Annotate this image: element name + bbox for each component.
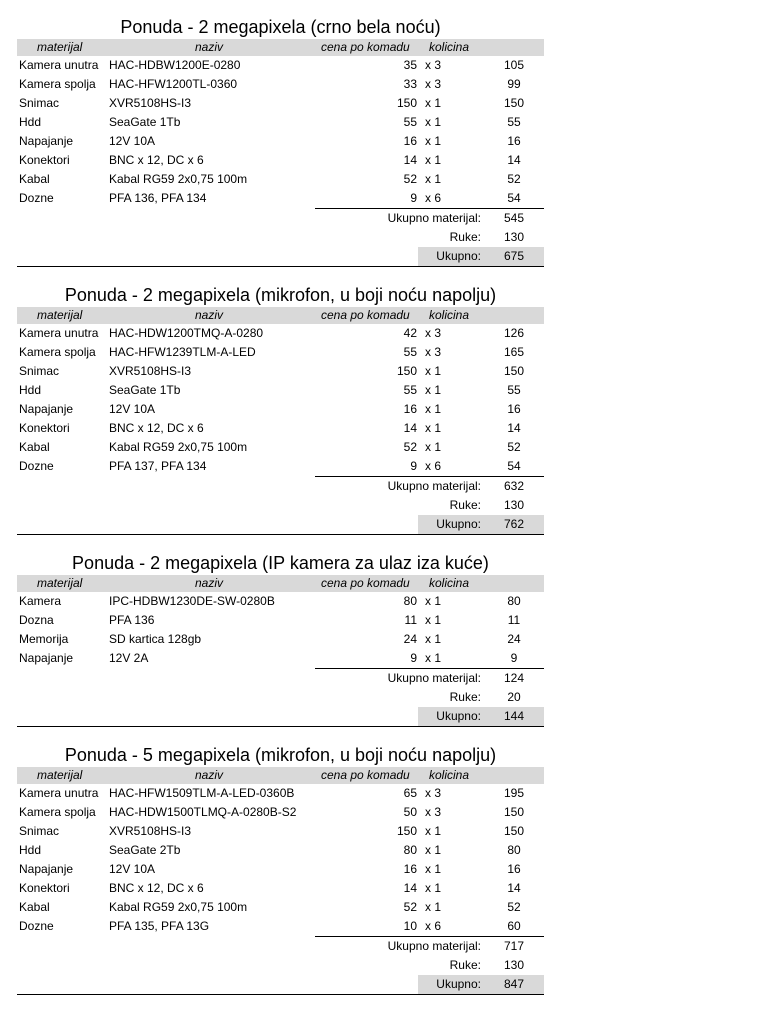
cell-kolicina: x 1 <box>425 843 442 857</box>
subtotal-material-label: Ukupno materijal: <box>387 939 481 953</box>
table-row <box>17 113 544 132</box>
cell-naziv: SD kartica 128gb <box>109 632 202 646</box>
cell-cena: 150 <box>396 96 417 110</box>
cell-ukupno: 150 <box>503 364 525 378</box>
cell-cena: 55 <box>403 345 417 359</box>
cell-cena: 16 <box>403 402 417 416</box>
table-row <box>17 649 544 668</box>
labor-cost-row <box>17 228 544 247</box>
cell-cena: 24 <box>403 632 417 646</box>
cell-materijal: Snimac <box>19 364 60 378</box>
cell-kolicina: x 1 <box>425 824 442 838</box>
table-row <box>17 611 544 630</box>
cell-cena: 33 <box>403 77 417 91</box>
cell-cena: 14 <box>403 881 417 895</box>
cell-materijal: Kabal <box>19 440 50 454</box>
cell-ukupno: 165 <box>503 345 525 359</box>
cell-naziv: HAC-HDW1500TLMQ-A-0280B-S2 <box>109 805 297 819</box>
cell-kolicina: x 3 <box>425 805 442 819</box>
table-row <box>17 841 544 860</box>
subtotal-material-row <box>17 937 544 956</box>
cell-ukupno: 126 <box>503 326 525 340</box>
cell-naziv: 12V 10A <box>109 402 156 416</box>
cell-naziv: PFA 135, PFA 13G <box>109 919 210 933</box>
cell-materijal: Hdd <box>19 383 42 397</box>
cell-ukupno: 16 <box>507 134 521 148</box>
cell-ukupno: 24 <box>507 632 521 646</box>
cell-naziv: PFA 137, PFA 134 <box>109 459 207 473</box>
subtotal-material-row <box>17 209 544 228</box>
cell-kolicina: x 1 <box>425 862 442 876</box>
labor-cost-row <box>17 956 544 975</box>
cell-ukupno: 99 <box>507 77 521 91</box>
header-kolicina: kolicina <box>429 40 470 54</box>
cell-materijal: Konektori <box>19 153 70 167</box>
cell-kolicina: x 1 <box>425 96 442 110</box>
cell-ukupno: 54 <box>507 459 521 473</box>
table-row <box>17 879 544 898</box>
grand-total-label: Ukupno: <box>436 249 481 263</box>
table-row <box>17 822 544 841</box>
table-row <box>17 381 544 400</box>
cell-materijal: Kabal <box>19 172 50 186</box>
cell-cena: 52 <box>403 172 417 186</box>
cell-naziv: XVR5108HS-I3 <box>109 364 192 378</box>
labor-cost-row <box>17 496 544 515</box>
cell-ukupno: 150 <box>503 96 525 110</box>
cell-kolicina: x 6 <box>425 459 442 473</box>
cell-materijal: Snimac <box>19 96 60 110</box>
subtotal-material-label: Ukupno materijal: <box>387 479 481 493</box>
cell-cena: 14 <box>403 153 417 167</box>
cell-cena: 16 <box>403 134 417 148</box>
table-row <box>17 803 544 822</box>
cell-cena: 14 <box>403 421 417 435</box>
cell-cena: 80 <box>403 594 417 608</box>
cell-materijal: Konektori <box>19 421 70 435</box>
cell-ukupno: 52 <box>507 440 521 454</box>
cell-naziv: HAC-HDBW1200E-0280 <box>109 58 241 72</box>
cell-naziv: 12V 10A <box>109 134 156 148</box>
cell-ukupno: 60 <box>507 919 521 933</box>
grand-total-row <box>17 975 544 994</box>
cell-materijal: Dozna <box>19 613 54 627</box>
header-naziv: naziv <box>195 308 224 322</box>
cell-ukupno: 14 <box>507 153 521 167</box>
grand-total-value: 762 <box>503 517 525 531</box>
cell-naziv: Kabal RG59 2x0,75 100m <box>109 900 248 914</box>
header-cena: cena po komadu <box>321 768 410 782</box>
section-divider <box>17 534 544 535</box>
grand-total-label: Ukupno: <box>436 709 481 723</box>
labor-cost-label: Ruke: <box>449 958 481 972</box>
cell-cena: 9 <box>410 651 417 665</box>
cell-materijal: Hdd <box>19 843 42 857</box>
offer-title: Ponuda - 2 megapixela (crno bela noću) <box>120 17 441 37</box>
cell-cena: 52 <box>403 900 417 914</box>
cell-materijal: Dozne <box>19 919 54 933</box>
header-kolicina: kolicina <box>429 308 470 322</box>
cell-kolicina: x 1 <box>425 632 442 646</box>
cell-ukupno: 9 <box>510 651 518 665</box>
table-row <box>17 898 544 917</box>
table-row <box>17 170 544 189</box>
cell-ukupno: 52 <box>507 900 521 914</box>
header-naziv: naziv <box>195 576 224 590</box>
item-rows <box>17 592 544 668</box>
cell-materijal: Kamera spolja <box>19 345 96 359</box>
cell-cena: 65 <box>403 786 417 800</box>
cell-cena: 11 <box>404 613 417 627</box>
header-cena: cena po komadu <box>321 308 410 322</box>
subtotal-material-label: Ukupno materijal: <box>387 211 481 225</box>
grand-total-row <box>17 247 544 266</box>
cell-ukupno: 14 <box>507 881 521 895</box>
grand-total-value: 144 <box>503 709 525 723</box>
cell-naziv: BNC x 12, DC x 6 <box>109 881 204 895</box>
cell-ukupno: 80 <box>507 594 521 608</box>
cell-ukupno: 150 <box>503 824 525 838</box>
cell-cena: 52 <box>403 440 417 454</box>
item-rows <box>17 784 544 936</box>
section-divider <box>17 266 544 267</box>
cell-kolicina: x 1 <box>425 594 442 608</box>
header-materijal: materijal <box>37 308 83 322</box>
table-row <box>17 94 544 113</box>
table-header <box>17 575 544 592</box>
grand-total-value: 675 <box>503 249 525 263</box>
cell-materijal: Kamera spolja <box>19 805 96 819</box>
cell-kolicina: x 1 <box>425 383 442 397</box>
cell-naziv: SeaGate 2Tb <box>109 843 181 857</box>
cell-kolicina: x 3 <box>425 786 442 800</box>
table-row <box>17 132 544 151</box>
cell-naziv: 12V 2A <box>109 651 149 665</box>
table-row <box>17 630 544 649</box>
cell-kolicina: x 1 <box>425 613 442 627</box>
grand-total-value: 847 <box>503 977 525 991</box>
cell-cena: 80 <box>403 843 417 857</box>
grand-total-row <box>17 707 544 726</box>
labor-cost-label: Ruke: <box>449 498 481 512</box>
table-row <box>17 784 544 803</box>
cell-materijal: Napajanje <box>19 862 74 876</box>
table-row <box>17 419 544 438</box>
offer-title: Ponuda - 2 megapixela (IP kamera za ulaz iza kuće) <box>72 553 489 573</box>
cell-kolicina: x 3 <box>425 326 442 340</box>
table-row <box>17 75 544 94</box>
cell-naziv: SeaGate 1Tb <box>109 115 181 129</box>
cell-cena: 55 <box>403 383 417 397</box>
header-materijal: materijal <box>37 768 83 782</box>
cell-kolicina: x 1 <box>425 881 442 895</box>
cell-materijal: Kamera unutra <box>19 786 99 800</box>
cell-ukupno: 55 <box>507 383 521 397</box>
cell-kolicina: x 3 <box>425 77 442 91</box>
subtotal-material-value: 632 <box>503 479 525 493</box>
offer-title: Ponuda - 5 megapixela (mikrofon, u boji noću napolju) <box>64 745 497 765</box>
table-header <box>17 39 544 56</box>
cell-materijal: Kamera unutra <box>19 326 99 340</box>
cell-materijal: Snimac <box>19 824 60 838</box>
subtotal-material-value: 717 <box>503 939 525 953</box>
header-cena: cena po komadu <box>321 576 410 590</box>
cell-naziv: PFA 136, PFA 134 <box>109 191 207 205</box>
cell-kolicina: x 1 <box>425 421 442 435</box>
cell-cena: 9 <box>410 191 417 205</box>
cell-ukupno: 52 <box>507 172 521 186</box>
cell-cena: 55 <box>403 115 417 129</box>
cell-materijal: Memorija <box>19 632 69 646</box>
cell-naziv: HAC-HDW1200TMQ-A-0280 <box>109 326 264 340</box>
cell-naziv: IPC-HDBW1230DE-SW-0280B <box>109 594 275 608</box>
table-header <box>17 307 544 324</box>
offer-title: Ponuda - 2 megapixela (mikrofon, u boji noću napolju) <box>64 285 497 305</box>
item-rows <box>17 324 544 476</box>
cell-materijal: Hdd <box>19 115 42 129</box>
header-materijal: materijal <box>37 576 83 590</box>
labor-cost-value: 130 <box>503 230 525 244</box>
cell-naziv: HAC-HFW1239TLM-A-LED <box>109 345 256 359</box>
header-materijal: materijal <box>37 40 83 54</box>
cell-naziv: SeaGate 1Tb <box>109 383 181 397</box>
cell-kolicina: x 1 <box>425 900 442 914</box>
cell-naziv: Kabal RG59 2x0,75 100m <box>109 172 248 186</box>
cell-ukupno: 14 <box>507 421 521 435</box>
header-cena: cena po komadu <box>321 40 410 54</box>
cell-naziv: 12V 10A <box>109 862 156 876</box>
grand-total-label: Ukupno: <box>436 517 481 531</box>
cell-materijal: Dozne <box>19 191 54 205</box>
cell-kolicina: x 1 <box>425 651 442 665</box>
cell-cena: 16 <box>403 862 417 876</box>
cell-ukupno: 11 <box>507 613 521 627</box>
cell-materijal: Napajanje <box>19 134 74 148</box>
cell-cena: 50 <box>403 805 417 819</box>
table-row <box>17 438 544 457</box>
section-divider <box>17 994 544 995</box>
subtotal-material-row <box>17 669 544 688</box>
header-kolicina: kolicina <box>429 768 470 782</box>
table-row <box>17 400 544 419</box>
cell-naziv: BNC x 12, DC x 6 <box>109 421 204 435</box>
cell-kolicina: x 1 <box>425 172 442 186</box>
cell-materijal: Kabal <box>19 900 50 914</box>
subtotal-material-label: Ukupno materijal: <box>387 671 481 685</box>
cell-ukupno: 54 <box>507 191 521 205</box>
cell-cena: 9 <box>410 459 417 473</box>
cell-kolicina: x 1 <box>425 153 442 167</box>
labor-cost-value: 130 <box>503 498 525 512</box>
cell-kolicina: x 1 <box>425 402 442 416</box>
table-row <box>17 860 544 879</box>
table-row <box>17 151 544 170</box>
cell-naziv: HAC-HFW1200TL-0360 <box>109 77 238 91</box>
cell-cena: 42 <box>403 326 417 340</box>
cell-cena: 35 <box>403 58 417 72</box>
table-row <box>17 56 544 75</box>
cell-kolicina: x 1 <box>425 115 442 129</box>
subtotal-material-value: 124 <box>503 671 525 685</box>
cell-ukupno: 150 <box>503 805 525 819</box>
cell-naziv: HAC-HFW1509TLM-A-LED-0360B <box>109 786 295 800</box>
cell-kolicina: x 3 <box>425 58 442 72</box>
cell-kolicina: x 1 <box>425 440 442 454</box>
item-rows <box>17 56 544 208</box>
cell-kolicina: x 1 <box>425 134 442 148</box>
cell-kolicina: x 6 <box>425 191 442 205</box>
header-naziv: naziv <box>195 768 224 782</box>
cell-naziv: XVR5108HS-I3 <box>109 96 192 110</box>
cell-ukupno: 105 <box>503 58 525 72</box>
labor-cost-label: Ruke: <box>449 690 481 704</box>
cell-kolicina: x 3 <box>425 345 442 359</box>
cell-materijal: Kamera spolja <box>19 77 96 91</box>
labor-cost-row <box>17 688 544 707</box>
table-row <box>17 324 544 343</box>
cell-materijal: Kamera <box>19 594 62 608</box>
cell-cena: 150 <box>396 824 417 838</box>
labor-cost-label: Ruke: <box>449 230 481 244</box>
cell-materijal: Kamera unutra <box>19 58 99 72</box>
cell-naziv: PFA 136 <box>109 613 155 627</box>
table-header <box>17 767 544 784</box>
cell-cena: 150 <box>396 364 417 378</box>
cell-materijal: Konektori <box>19 881 70 895</box>
table-row <box>17 189 544 208</box>
table-row <box>17 457 544 476</box>
table-row <box>17 362 544 381</box>
labor-cost-value: 20 <box>507 690 521 704</box>
cell-ukupno: 16 <box>507 862 521 876</box>
cell-kolicina: x 6 <box>425 919 442 933</box>
cell-ukupno: 80 <box>507 843 521 857</box>
cell-cena: 10 <box>403 919 417 933</box>
header-kolicina: kolicina <box>429 576 470 590</box>
cell-ukupno: 195 <box>503 786 525 800</box>
labor-cost-value: 130 <box>503 958 525 972</box>
cell-naziv: XVR5108HS-I3 <box>109 824 192 838</box>
subtotal-material-value: 545 <box>503 211 525 225</box>
cell-ukupno: 16 <box>507 402 521 416</box>
cell-ukupno: 55 <box>507 115 521 129</box>
cell-materijal: Napajanje <box>19 651 74 665</box>
cell-naziv: BNC x 12, DC x 6 <box>109 153 204 167</box>
table-row <box>17 343 544 362</box>
header-naziv: naziv <box>195 40 224 54</box>
cell-kolicina: x 1 <box>425 364 442 378</box>
cell-materijal: Dozne <box>19 459 54 473</box>
table-row <box>17 592 544 611</box>
grand-total-row <box>17 515 544 534</box>
cell-materijal: Napajanje <box>19 402 74 416</box>
subtotal-material-row <box>17 477 544 496</box>
grand-total-label: Ukupno: <box>436 977 481 991</box>
table-row <box>17 917 544 936</box>
cell-naziv: Kabal RG59 2x0,75 100m <box>109 440 248 454</box>
section-divider <box>17 726 544 727</box>
